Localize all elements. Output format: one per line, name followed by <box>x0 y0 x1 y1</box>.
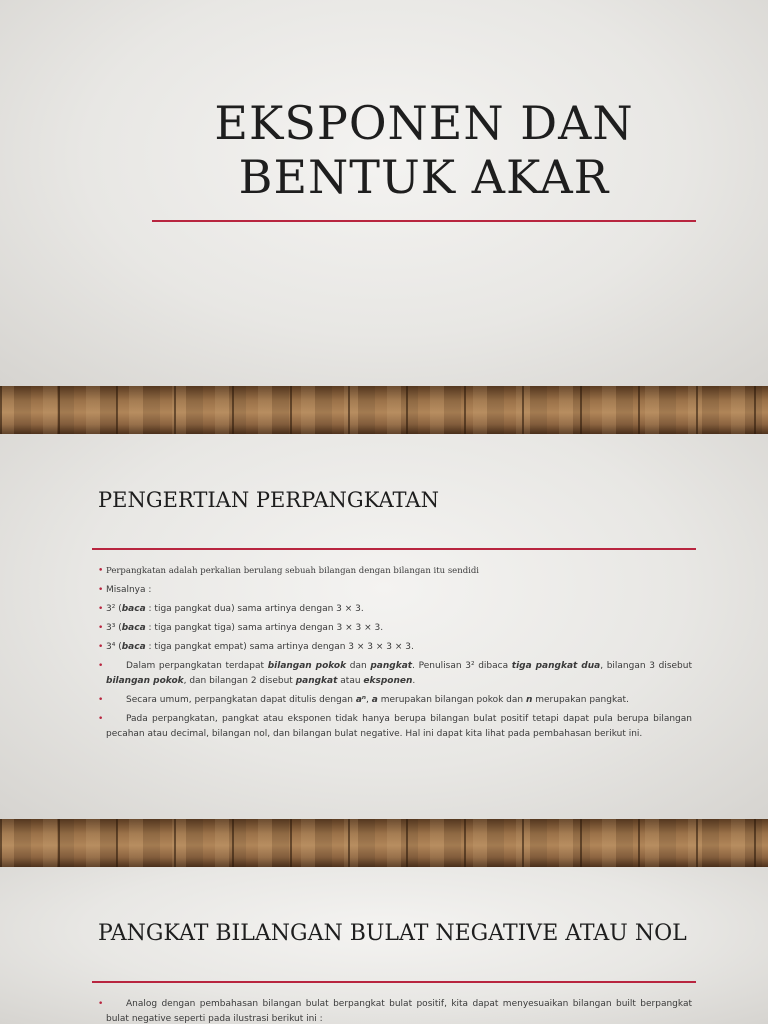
list-item: • Misalnya : <box>98 583 692 598</box>
bullet-list <box>98 997 692 1024</box>
bullet-icon: • <box>98 999 104 1009</box>
list-item: • 3³ (baca : tiga pangkat tiga) sama artinya dengan 3 × 3 × 3. <box>98 621 692 636</box>
bullet-list <box>98 564 692 746</box>
bullet-icon: • <box>98 566 104 576</box>
list-item: • Pada perpangkatan, pangkat atau eksponen tidak hanya berupa bilangan bulat positif tetapi dapat pula berupa bilangan pecahan atau decimal, bilangan nol, dan bilangan bulat negative. Hal ini dapat kita lihat pada pembahasan berikut ini. <box>98 714 692 739</box>
negative-exponent-slide <box>0 867 768 1024</box>
bullet-icon: • <box>98 661 104 671</box>
bullet-icon: • <box>98 714 104 724</box>
list-item: • Analog dengan pembahasan bilangan bulat berpangkat bulat positif, kita dapat menyesuaikan bilangan built berpangkat bulat negative seperti pada ilustrasi berikut ini : <box>98 999 692 1024</box>
slide-heading: PANGKAT BILANGAN BULAT NEGATIVE ATAU NOL <box>98 921 687 946</box>
list-item: • Dalam perpangkatan terdapat bilangan pokok dan pangkat. Penulisan 3² dibaca tiga pangkat dua, bilangan 3 disebut bilangan pokok, dan bilangan 2 disebut pangkat atau eksponen. <box>98 661 692 686</box>
bullet-icon: • <box>98 695 104 705</box>
bullet-icon: • <box>98 604 104 614</box>
list-item: • Perpangkatan adalah perkalian berulang sebuah bilangan dengan bilangan itu sendidi <box>98 564 692 579</box>
wood-floor-divider <box>0 819 768 867</box>
bullet-icon: • <box>98 642 104 652</box>
bullet-icon: • <box>98 585 104 595</box>
definition-slide <box>0 434 768 819</box>
title-line-1: EKSPONEN DAN <box>214 96 634 150</box>
heading-divider <box>92 981 696 983</box>
heading-divider <box>92 548 696 550</box>
title-line-2: BENTUK AKAR <box>238 150 610 204</box>
wood-floor-divider <box>0 386 768 434</box>
title-slide <box>0 0 768 386</box>
list-item: • Secara umum, perpangkatan dapat ditulis dengan aⁿ, a merupakan bilangan pokok dan n merupakan pangkat. <box>98 693 692 708</box>
slide-title <box>150 96 698 204</box>
slide-heading: PENGERTIAN PERPANGKATAN <box>98 488 439 512</box>
list-item: • 3² (baca : tiga pangkat dua) sama artinya dengan 3 × 3. <box>98 602 692 617</box>
bullet-icon: • <box>98 623 104 633</box>
list-item: • 3⁴ (baca : tiga pangkat empat) sama artinya dengan 3 × 3 × 3 × 3. <box>98 640 692 655</box>
title-divider <box>152 220 696 222</box>
